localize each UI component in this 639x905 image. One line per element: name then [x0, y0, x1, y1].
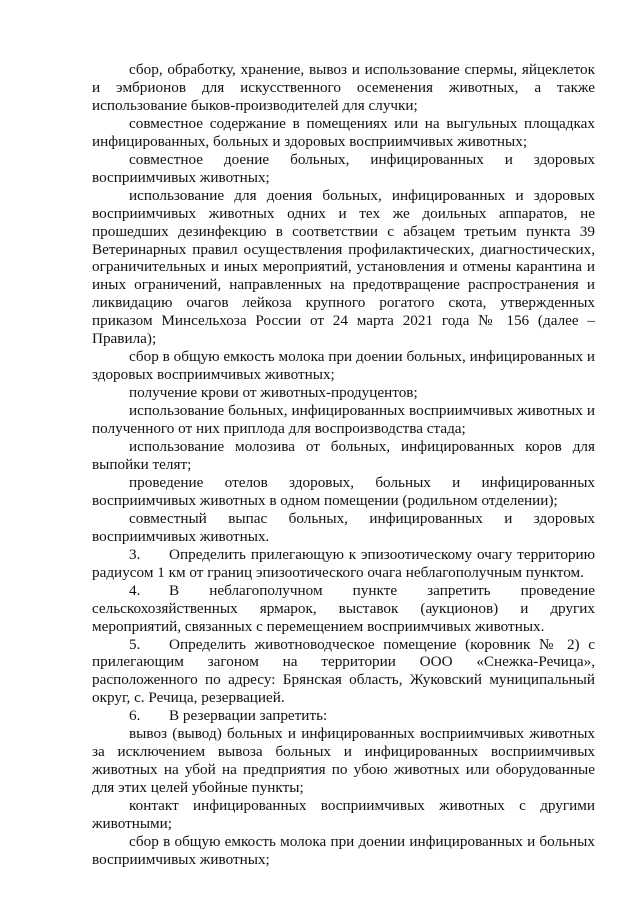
- item-number: 6.: [129, 707, 141, 725]
- item-text: В резервации запретить:: [169, 707, 328, 725]
- item-number: 4.: [129, 581, 141, 599]
- paragraph: контакт инфицированных восприимчивых животных с другими животными;: [92, 797, 595, 833]
- paragraph: получение крови от животных-продуцентов;: [129, 384, 418, 402]
- paragraph: совместный выпас больных, инфицированных и здоровых восприимчивых животных.: [92, 509, 595, 545]
- item-number: 3.: [129, 545, 141, 563]
- paragraph: использование для доения больных, инфицированных и здоровых восприимчивых животных одних и тех же доильных аппаратов, не прошедших дезинфекцию в соответствии с абзацем третьим пункта 39 Ветеринарных правил осуществления профилактических, диагностических, ограничительных и иных мероприятий, установления и отмены карантина и иных ограничений, направленных на предотвращение распространения и ликвидацию очагов лейкоза крупного рогатого скота, утвержденных приказом Минсельхоза России от 24 марта 2021 года № 156 (далее – Правила);: [92, 186, 595, 348]
- item-text: В неблагополучном пункте запретить проведение сельскохозяйственных ярмарок, выставок (аукционов) и других мероприятий, связанных с перемещением восприимчивых животных.: [92, 581, 595, 635]
- paragraph: проведение отелов здоровых, больных и инфицированных восприимчивых животных в одном помещении (родильном отделении);: [92, 473, 595, 509]
- numbered-paragraph: [92, 582, 595, 636]
- numbered-paragraph: [92, 546, 595, 582]
- paragraph: использование больных, инфицированных восприимчивых животных и полученного от них приплода для воспроизводства стада;: [92, 402, 595, 438]
- numbered-paragraph: [92, 636, 595, 708]
- numbered-paragraph: [92, 707, 595, 725]
- paragraph: сбор, обработку, хранение, вывоз и использование спермы, яйцеклеток и эмбрионов для искусственного осеменения животных, а также использование быков-производителей для случки;: [92, 61, 595, 114]
- paragraph: использование молозива от больных, инфицированных коров для выпойки телят;: [92, 438, 595, 473]
- paragraph: совместное содержание в помещениях или на выгульных площадках инфицированных, больных и здоровых восприимчивых животных;: [92, 114, 595, 150]
- paragraph: вывоз (вывод) больных и инфицированных восприимчивых животных за исключением вывоза больных и инфицированных восприимчивых животных на убой на предприятия по убою животных или оборудованные для этих целей убойные пункты;: [92, 725, 595, 797]
- paragraph: сбор в общую емкость молока при доении больных, инфицированных и здоровых восприимчивых животных;: [92, 348, 595, 384]
- item-text: Определить прилегающую к эпизоотическому очагу территорию радиусом 1 км от границ эпизоотического очага неблагополучным пунктом.: [92, 545, 595, 581]
- paragraph: совместное доение больных, инфицированных и здоровых восприимчивых животных;: [92, 150, 595, 186]
- paragraph: сбор в общую емкость молока при доении инфицированных и больных восприимчивых животных;: [92, 832, 595, 868]
- item-number: 5.: [129, 635, 141, 653]
- item-text: Определить животноводческое помещение (коровник № 2) с прилегающим загоном на территории ООО «Снежка-Речица», расположенного по адресу: Брянская область, Жуковский муниципальный округ, с. Речица, резервацией.: [92, 635, 595, 707]
- document-body: [92, 61, 595, 869]
